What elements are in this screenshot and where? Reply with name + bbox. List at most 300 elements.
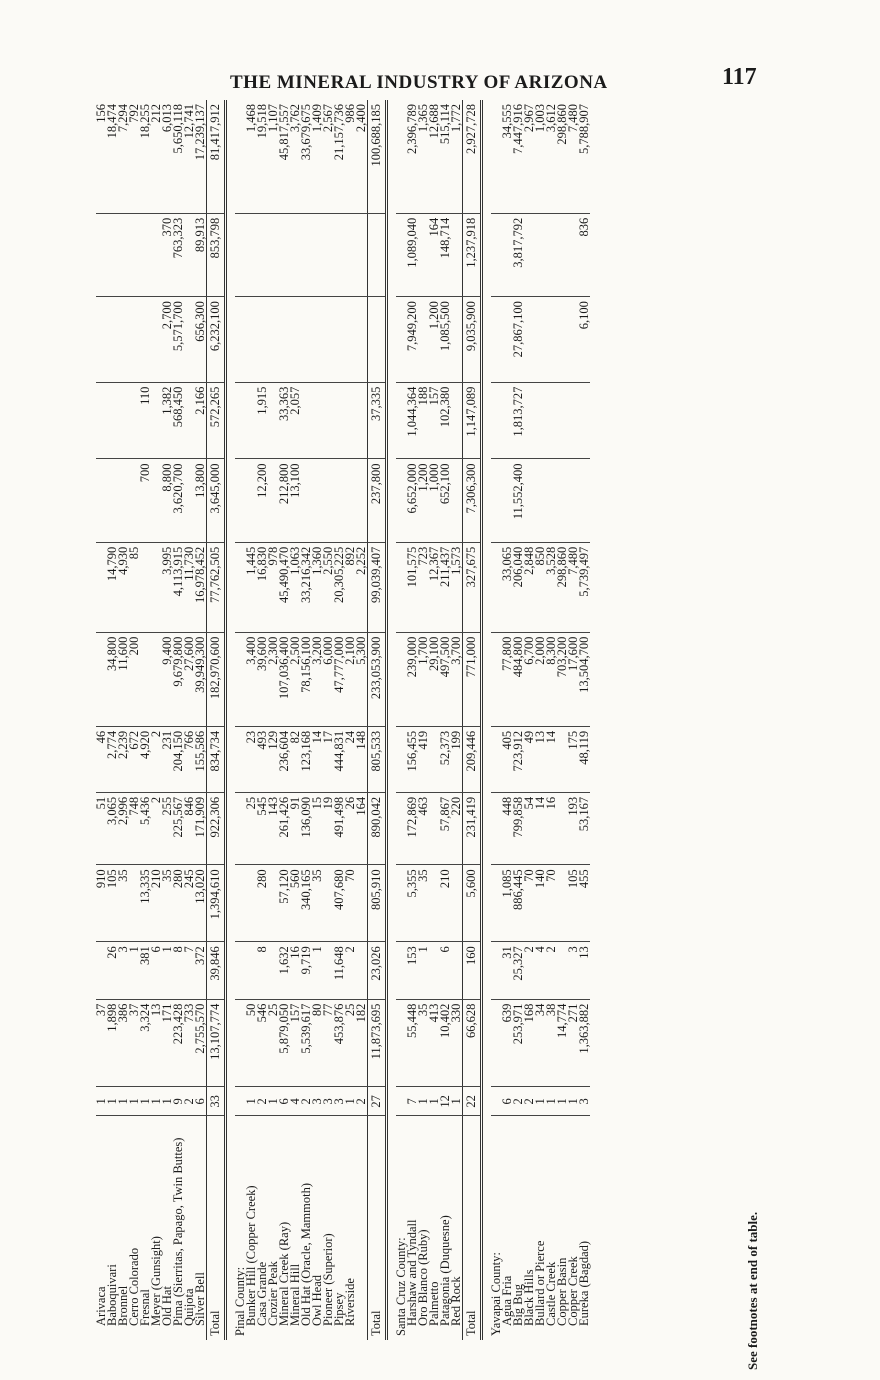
district-label [356,1116,368,1340]
value-cell: 6,700 [524,632,535,726]
value-cell: 892 [345,542,356,632]
value-cell [451,297,463,383]
value-cell: 12,200 [257,459,268,542]
value-cell: 568,450 [173,382,184,459]
total-row [463,100,482,1340]
value-cell: 1,382 [162,382,173,459]
total-value-cell: 81,417,912 [207,100,226,213]
value-cell [557,297,568,383]
district-label: Red Rock [449,1276,463,1326]
mines-count: 7 [407,1087,418,1116]
value-cell: 6 [151,942,162,999]
value-cell: 20,305,225 [334,542,345,632]
value-cell [323,297,334,383]
value-cell: 13 [151,999,162,1087]
value-cell [279,297,290,383]
value-cell [129,213,140,296]
table-row [140,100,151,1340]
value-cell [96,213,107,296]
table-row [524,100,535,1340]
mines-count: 3 [312,1087,323,1116]
district-label: Copper Creek [566,1256,580,1326]
value-cell: 23 [246,726,257,792]
district-label: Eureka (Bagdad) [577,1240,591,1326]
county-heading-row [491,100,502,1340]
value-cell [356,459,368,542]
total-value-cell: 3,762 [290,100,301,213]
value-cell [129,297,140,383]
value-cell: 7,480 [568,542,579,632]
value-cell: 16,830 [257,542,268,632]
value-cell [451,942,463,999]
mines-count: 9 [173,1087,184,1116]
value-cell: 886,445 [513,865,524,942]
value-cell: 29,100 [429,632,440,726]
mines-count: 2 [257,1087,268,1116]
value-cell [356,942,368,999]
value-cell [535,459,546,542]
value-cell [524,213,535,296]
page-header-title: THE MINERAL INDUSTRY OF ARIZONA [230,72,608,93]
total-value-cell: 17,239,137 [195,100,207,213]
mines-count: 6 [279,1087,290,1116]
value-cell: 15 [312,792,323,865]
mines-count: 1 [568,1087,579,1116]
total-value-cell: 515,114 [440,100,451,213]
value-cell [535,213,546,296]
total-value-cell: 1,409 [312,100,323,213]
value-cell: 220 [451,792,463,865]
mines-count: 3 [579,1087,590,1116]
total-value-cell: 5,788,907 [579,100,590,213]
mineral-production-table [96,100,590,1340]
value-cell: 5,600 [463,865,482,942]
table-row [418,100,429,1340]
value-cell: 7,306,300 [463,459,482,542]
district-label: Cerro Colorado [127,1247,141,1326]
value-cell: 2 [151,726,162,792]
value-cell: 2,000 [535,632,546,726]
mines-count: 3 [334,1087,345,1116]
district-label: Total [368,1116,387,1340]
value-cell [301,382,312,459]
value-cell: 1,898 [107,999,118,1087]
page-number: 117 [722,64,757,90]
total-value-cell: 18,474 [107,100,118,213]
total-value-cell: 3,612 [546,100,557,213]
value-cell: 413 [429,999,440,1087]
value-cell: 27,600 [184,632,195,726]
value-cell: 407,680 [334,865,345,942]
table-row [268,100,279,1340]
value-cell: 13,107,774 [207,999,226,1087]
value-cell: 25 [268,999,279,1087]
value-cell: 846 [184,792,195,865]
mines-count: 4 [290,1087,301,1116]
value-cell: 33,363 [279,382,290,459]
value-cell: 237,800 [368,459,387,542]
value-cell: 107,036,400 [279,632,290,726]
value-cell [312,382,323,459]
value-cell: 16 [290,942,301,999]
total-value-cell: 6,013 [162,100,173,213]
district-label: Baboquivari [105,1264,119,1326]
total-value-cell: 1,365 [418,100,429,213]
mines-count: 6 [195,1087,207,1116]
value-cell: 91 [290,792,301,865]
total-value-cell: 21,157,736 [334,100,345,213]
value-cell: 3,065 [107,792,118,865]
value-cell: 652,100 [440,459,451,542]
spacer-row [387,100,397,1340]
value-cell: 225,567 [173,792,184,865]
total-value-cell: 12,741 [184,100,195,213]
value-cell: 17 [323,726,334,792]
table-row [513,100,524,1340]
total-value-cell: 18,255 [140,100,151,213]
value-cell: 80 [312,999,323,1087]
value-cell: 37,335 [368,382,387,459]
table-row [195,100,207,1340]
value-cell: 39,600 [257,632,268,726]
value-cell: 2,848 [524,542,535,632]
value-cell: 444,831 [334,726,345,792]
value-cell: 206,040 [513,542,524,632]
value-cell [140,297,151,383]
value-cell: 455 [579,865,590,942]
value-cell [546,382,557,459]
value-cell: 6,652,000 [407,459,418,542]
mines-count: 1 [418,1087,429,1116]
value-cell: 723,912 [513,726,524,792]
value-cell: 136,090 [301,792,312,865]
value-cell: 77,800 [502,632,513,726]
value-cell: 7 [184,942,195,999]
value-cell: 182,970,600 [207,632,226,726]
value-cell: 102,380 [440,382,451,459]
value-cell [96,459,107,542]
value-cell: 978 [268,542,279,632]
value-cell: 271 [568,999,579,1087]
value-cell: 1,632 [279,942,290,999]
value-cell: 101,575 [407,542,418,632]
value-cell: 2,700 [162,297,173,383]
value-cell [535,297,546,383]
total-value-cell: 12,688 [429,100,440,213]
value-cell: 6,100 [579,297,590,383]
value-cell [107,213,118,296]
table-row [290,100,301,1340]
value-cell: 8 [173,942,184,999]
value-cell: 2,057 [290,382,301,459]
table-row [312,100,323,1340]
total-value-cell: 792 [129,100,140,213]
value-cell [140,213,151,296]
value-cell: 209,446 [463,726,482,792]
table-row [129,100,140,1340]
value-cell: 57,867 [440,792,451,865]
total-value-cell: 1,107 [268,100,279,213]
value-cell [235,459,246,542]
value-cell [557,382,568,459]
value-cell: 188 [418,382,429,459]
value-cell [290,213,301,296]
table-row [173,100,184,1340]
value-cell [257,297,268,383]
value-cell: 55,448 [407,999,418,1087]
value-cell [535,382,546,459]
mines-count: 1 [268,1087,279,1116]
total-value-cell: 986 [345,100,356,213]
value-cell: 231,419 [463,792,482,865]
district-label: Riverside [343,1278,357,1326]
value-cell [118,213,129,296]
value-cell: 560 [290,865,301,942]
value-cell: 491,498 [334,792,345,865]
value-cell [345,213,356,296]
value-cell: 77 [323,999,334,1087]
value-cell: 24 [345,726,356,792]
value-cell: 89,913 [195,213,207,296]
value-cell: 210 [151,865,162,942]
value-cell [451,213,463,296]
spacer-row [226,100,236,1340]
value-cell: 171 [162,999,173,1087]
value-cell: 14 [312,726,323,792]
value-cell: 3,645,000 [207,459,226,542]
value-cell: 9,035,900 [463,297,482,383]
district-label: Harshaw and Tyndall [405,1219,419,1326]
value-cell: 12,367 [429,542,440,632]
value-cell [356,865,368,942]
value-cell: 35 [418,999,429,1087]
table-row [118,100,129,1340]
value-cell: 13 [579,942,590,999]
value-cell: 1 [162,942,173,999]
value-cell: 223,428 [173,999,184,1087]
value-cell: 1,085 [502,865,513,942]
value-cell: 386 [118,999,129,1087]
value-cell: 199 [451,726,463,792]
value-cell: 703,200 [557,632,568,726]
value-cell [524,459,535,542]
value-cell: 853,798 [207,213,226,296]
district-label: Total [463,1116,482,1340]
value-cell: 31 [502,942,513,999]
value-cell: 39,949,300 [195,632,207,726]
value-cell: 33,065 [502,542,513,632]
value-cell [323,213,334,296]
value-cell: 34 [535,999,546,1087]
district-label: Mineral Hill [288,1263,302,1326]
value-cell: 245 [184,865,195,942]
value-cell: 143 [268,792,279,865]
value-cell [579,382,590,459]
table-row [151,100,162,1340]
value-cell: 5,879,050 [279,999,290,1087]
district-label: Silver Bell [193,1272,207,1326]
value-cell: 123,168 [301,726,312,792]
total-row [368,100,387,1340]
value-cell: 1,044,364 [407,382,418,459]
table-row [345,100,356,1340]
mines-count: 3 [323,1087,334,1116]
value-cell: 656,300 [195,297,207,383]
rotated-table-container [96,100,736,1340]
total-value-cell: 156 [96,100,107,213]
value-cell: 700 [140,459,151,542]
value-cell [118,459,129,542]
total-value-cell: 2,967 [524,100,535,213]
value-cell: 1,394,610 [207,865,226,942]
value-cell: 3,400 [246,632,257,726]
district-label: Agua Fria [500,1275,514,1326]
value-cell: 39,846 [207,942,226,999]
value-cell: 11,600 [118,632,129,726]
value-cell [235,865,246,942]
value-cell: 330 [451,999,463,1087]
value-cell: 1,147,089 [463,382,482,459]
value-cell: 463 [418,792,429,865]
total-value-cell: 1,468 [246,100,257,213]
value-cell: 4 [535,942,546,999]
value-cell [356,213,368,296]
value-cell: 3,817,792 [513,213,524,296]
value-cell: 35 [118,865,129,942]
value-cell [368,213,387,296]
district-label: Old Hat (Oracle, Mammoth) [299,1182,313,1326]
value-cell: 6,000 [323,632,334,726]
table-row [429,100,440,1340]
value-cell: 23,026 [368,942,387,999]
value-cell: 11,552,400 [513,459,524,542]
district-label: Bullard or Pierce [533,1240,547,1326]
table-row [568,100,579,1340]
value-cell: 497,500 [440,632,451,726]
value-cell: 1 [418,942,429,999]
value-cell: 484,800 [513,632,524,726]
total-value-cell: 7,294 [118,100,129,213]
value-cell: 6,232,100 [207,297,226,383]
value-cell [140,632,151,726]
value-cell: 1,360 [312,542,323,632]
value-cell: 381 [140,942,151,999]
value-cell: 35 [418,865,429,942]
district-label: Yavapai County: [489,1252,503,1336]
mines-count: 1 [118,1087,129,1116]
value-cell: 3 [568,942,579,999]
value-cell: 99,039,407 [368,542,387,632]
value-cell: 639 [502,999,513,1087]
district-label: Black Hills [522,1269,536,1326]
value-cell [491,213,502,296]
table-row [579,100,590,1340]
value-cell [451,459,463,542]
value-cell: 2,166 [195,382,207,459]
table-row [257,100,268,1340]
value-cell: 37 [96,999,107,1087]
value-cell: 156,455 [407,726,418,792]
value-cell: 160 [463,942,482,999]
value-cell: 66,628 [463,999,482,1087]
value-cell: 14,774 [557,999,568,1087]
value-cell: 1,237,918 [463,213,482,296]
value-cell: 5,539,617 [301,999,312,1087]
total-value-cell: 2,927,728 [463,100,482,213]
value-cell: 4,920 [140,726,151,792]
value-cell: 25 [345,999,356,1087]
value-cell: 327,675 [463,542,482,632]
value-cell: 27,867,100 [513,297,524,383]
value-cell [557,459,568,542]
value-cell: 805,533 [368,726,387,792]
mines-count: 2 [524,1087,535,1116]
value-cell: 1,445 [246,542,257,632]
value-cell: 148 [356,726,368,792]
value-cell: 153 [407,942,418,999]
value-cell: 148,714 [440,213,451,296]
value-cell: 129 [268,726,279,792]
value-cell [312,297,323,383]
value-cell: 5,436 [140,792,151,865]
value-cell [356,382,368,459]
value-cell [334,459,345,542]
table-row [407,100,418,1340]
mines-count: 22 [463,1087,482,1116]
value-cell [546,459,557,542]
value-cell [323,459,334,542]
value-cell: 545 [257,792,268,865]
table-row [557,100,568,1340]
value-cell: 3,995 [162,542,173,632]
value-cell: 1,085,500 [440,297,451,383]
value-cell: 5,355 [407,865,418,942]
value-cell [491,297,502,383]
value-cell: 57,120 [279,865,290,942]
value-cell: 3,620,700 [173,459,184,542]
value-cell: 672 [129,726,140,792]
value-cell: 1,200 [418,459,429,542]
value-cell [96,382,107,459]
value-cell: 2,300 [268,632,279,726]
district-label: Pipsey [332,1292,346,1326]
value-cell: 1,063 [290,542,301,632]
value-cell: 239,000 [407,632,418,726]
value-cell [118,297,129,383]
district-label: Fresnal [138,1289,152,1326]
value-cell: 3,200 [312,632,323,726]
total-value-cell: 2,567 [323,100,334,213]
value-cell [235,382,246,459]
value-cell [312,459,323,542]
value-cell: 5,571,700 [173,297,184,383]
value-cell: 48,119 [579,726,590,792]
value-cell [246,297,257,383]
value-cell: 1,700 [418,632,429,726]
mines-count: 1 [107,1087,118,1116]
mines-count: 1 [546,1087,557,1116]
value-cell: 70 [345,865,356,942]
value-cell [107,297,118,383]
value-cell: 723 [418,542,429,632]
value-cell: 2 [151,792,162,865]
value-cell [257,213,268,296]
value-cell: 17,600 [568,632,579,726]
value-cell [268,213,279,296]
value-cell: 2 [524,942,535,999]
value-cell: 1,813,727 [513,382,524,459]
district-label: Owl Head [310,1274,324,1326]
